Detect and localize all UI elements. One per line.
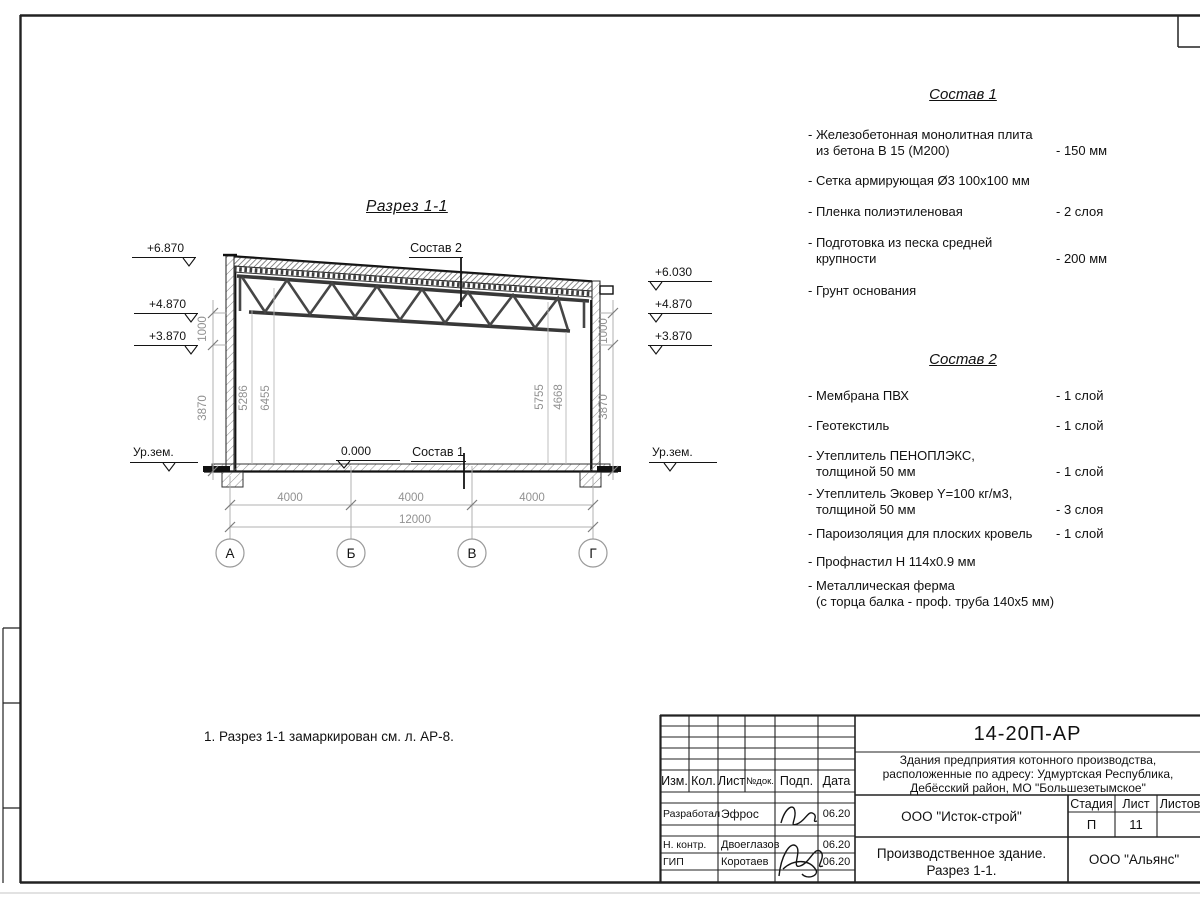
sostav1-ref-label: Состав 1 <box>412 445 464 459</box>
dim-inner-5755: 5755 <box>534 384 546 410</box>
item-qty: - 1 слой <box>1056 464 1104 479</box>
object-line: Разрез 1-1. <box>926 863 997 878</box>
item-text2: (с торца балка - проф. труба 140х5 мм) <box>816 594 1055 609</box>
item-qty: - 1 слой <box>1056 388 1104 403</box>
item-text: - Мембрана ПВХ <box>808 388 909 403</box>
dim-span-1: 4000 <box>277 492 303 504</box>
axis-v: В <box>467 546 477 561</box>
list-item <box>808 204 1118 220</box>
col-izm: Изм. <box>661 774 688 788</box>
list-item <box>808 448 1118 480</box>
item-text2: толщиной 50 мм <box>816 464 916 479</box>
contractor-org: ООО "Альянс" <box>1088 852 1180 867</box>
dim-left-3870: 3870 <box>197 395 209 421</box>
sostav1-title: Состав 1 <box>929 86 997 103</box>
ground-label-right: Ур.зем. <box>652 445 693 459</box>
project-line: Здания предприятия котонного производства, <box>899 753 1157 767</box>
item-qty: - 150 мм <box>1056 143 1108 158</box>
ground-label-left: Ур.зем. <box>133 445 174 459</box>
sostav2-title: Состав 2 <box>929 351 997 368</box>
col-kol: Кол. <box>691 774 716 788</box>
drawing-note: 1. Разрез 1-1 замаркирован см. л. АР-8. <box>204 729 454 744</box>
dim-inner-6455: 6455 <box>260 385 272 411</box>
list-item <box>808 554 1118 570</box>
designer-org: ООО "Исток-строй" <box>901 808 1022 824</box>
elev-right-6030: +6.030 <box>655 265 693 279</box>
item-qty: - 1 слой <box>1056 526 1104 541</box>
elev-left-3870: +3.870 <box>148 329 186 343</box>
row-date: 06.20 <box>822 838 851 851</box>
item-text: - Сетка армирующая Ø3 100х100 мм <box>808 173 1030 188</box>
row-role: Разработал <box>663 808 721 820</box>
axis-g: Г <box>589 546 597 561</box>
list-item <box>808 173 1118 189</box>
item-qty: - 2 слоя <box>1056 204 1104 219</box>
signature-razrabotal <box>781 807 817 825</box>
col-data: Дата <box>822 774 851 788</box>
item-text: - Железобетонная монолитная плита <box>808 127 1033 142</box>
item-text2: из бетона В 15 (М200) <box>816 143 950 158</box>
dim-inner-4668: 4668 <box>553 384 565 410</box>
sheets-header: Листов <box>1159 796 1200 811</box>
signatures <box>779 807 823 877</box>
project-line: расположенные по адресу: Удмуртская Республика, <box>882 767 1174 781</box>
item-qty: - 1 слой <box>1056 418 1104 433</box>
item-text: - Утеплитель Эковер Y=100 кг/м3, <box>808 486 1013 501</box>
item-text: - Геотекстиль <box>808 418 890 433</box>
axis-a: А <box>225 546 235 561</box>
object-line: Производственное здание. <box>876 846 1047 861</box>
list-item <box>808 526 1118 542</box>
list-item <box>808 486 1118 518</box>
item-text2: крупности <box>816 251 877 266</box>
item-qty: - 200 мм <box>1056 251 1108 266</box>
dim-inner-5286: 5286 <box>238 385 250 411</box>
item-text: - Грунт основания <box>808 283 917 298</box>
col-list: Лист <box>717 774 746 788</box>
list-item <box>808 127 1118 159</box>
stage-value: П <box>1086 817 1097 832</box>
dim-right-1000: 1000 <box>598 318 610 344</box>
dim-span-2: 4000 <box>398 492 424 504</box>
row-role: ГИП <box>663 855 684 868</box>
sheet-value: 11 <box>1129 817 1143 832</box>
item-text: - Пароизоляция для плоских кровель <box>808 526 1033 541</box>
sostav2-ref-label: Состав 2 <box>410 241 462 255</box>
dim-left-1000: 1000 <box>197 316 209 342</box>
section-title: Разрез 1-1 <box>366 198 448 215</box>
item-text: - Профнастил Н 114х0.9 мм <box>808 554 976 569</box>
dim-total: 12000 <box>399 514 431 526</box>
stage-header: Стадия <box>1070 796 1113 811</box>
sostav1-list <box>808 86 1118 299</box>
sostav2-list <box>808 351 1118 610</box>
list-item <box>808 235 1118 267</box>
project-line: Дебёсский район, МО "Большезетымское" <box>910 781 1146 795</box>
item-text: - Подготовка из песка средней <box>808 235 993 250</box>
col-podp: Подп. <box>779 774 814 788</box>
row-date: 06.20 <box>822 855 851 868</box>
object-name <box>856 845 1067 879</box>
dim-right-3870: 3870 <box>598 394 610 420</box>
list-item <box>808 283 1118 299</box>
sheet-header: Лист <box>1122 796 1150 811</box>
elev-right-3870: +3.870 <box>655 329 693 343</box>
elev-left-6870: +6.870 <box>146 241 184 255</box>
list-item <box>808 578 1118 610</box>
item-text: - Пленка полиэтиленовая <box>808 204 963 219</box>
list-item <box>808 388 1118 404</box>
zero-level-label: 0.000 <box>341 444 372 458</box>
item-qty: - 3 слоя <box>1056 502 1104 517</box>
item-text: - Металлическая ферма <box>808 578 955 593</box>
project-description <box>858 753 1198 795</box>
row-role: Н. контр. <box>663 838 707 851</box>
elev-right-4870: +4.870 <box>655 297 693 311</box>
signature-gip <box>783 862 816 877</box>
list-item <box>808 418 1118 434</box>
item-text: - Утеплитель ПЕНОПЛЭКС, <box>808 448 975 463</box>
row-name: Коротаев <box>721 855 769 868</box>
doc-number: 14-20П-АР <box>973 723 1082 745</box>
col-ndok: №док. <box>746 775 774 787</box>
row-name: Эфрос <box>721 807 759 821</box>
elev-left-4870: +4.870 <box>148 297 186 311</box>
row-name: Двоеглазов <box>721 838 780 851</box>
axis-b: Б <box>346 546 356 561</box>
row-date: 06.20 <box>822 808 851 820</box>
item-text2: толщиной 50 мм <box>816 502 916 517</box>
dim-span-3: 4000 <box>519 492 545 504</box>
